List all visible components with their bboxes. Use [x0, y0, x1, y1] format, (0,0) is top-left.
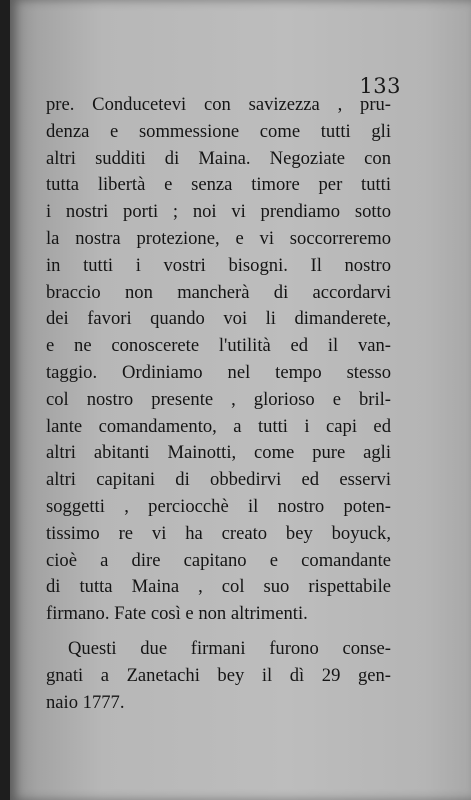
text-line: soggetti , perciocchè il nostro poten- [46, 495, 391, 517]
text-line: naio 1777. [46, 691, 125, 713]
text-line: lante comandamento, a tutti i capi ed [46, 415, 391, 437]
text-line: taggio. Ordiniamo nel tempo stesso [46, 361, 391, 383]
paragraph-main [46, 92, 391, 628]
text-line: cioè a dire capitano e comandante [46, 549, 391, 571]
text-line: denza e sommessione come tutti gli [46, 120, 391, 142]
text-line: i nostri porti ; noi vi prendiamo sotto [46, 201, 391, 223]
text-line: di tutta Maina , col suo rispettabile [46, 576, 391, 598]
text-line: la nostra protezione, e vi soccorreremo [46, 227, 391, 249]
text-line: tutta libertà e senza timore per tutti [46, 174, 391, 196]
text-line: dei favori quando voi li dimanderete, [46, 308, 391, 330]
text-line: altri sudditi di Maina. Negoziate con [46, 147, 391, 169]
book-page [10, 0, 471, 800]
text-line: altri abitanti Mainotti, come pure agli [46, 442, 391, 464]
text-line: tissimo re vi ha creato bey boyuck, [46, 522, 391, 544]
text-line: in tutti i vostri bisogni. Il nostro [46, 254, 391, 276]
paragraph-closing [46, 636, 391, 716]
text-line: e ne conoscerete l'utilità ed il van- [46, 335, 391, 357]
text-line: firmano. Fate così e non altrimenti. [46, 603, 308, 625]
text-line: Questi due firmani furono conse- [68, 638, 391, 659]
page-number: 133 [359, 74, 401, 98]
text-line: col nostro presente , glorioso e bril- [46, 388, 391, 410]
text-line: pre. Conducetevi con savizezza , pru- [46, 94, 391, 115]
text-line: braccio non mancherà di accordarvi [46, 281, 391, 303]
text-line: altri capitani di obbedirvi ed esservi [46, 469, 391, 491]
text-line: gnati a Zanetachi bey il dì 29 gen- [46, 664, 391, 686]
